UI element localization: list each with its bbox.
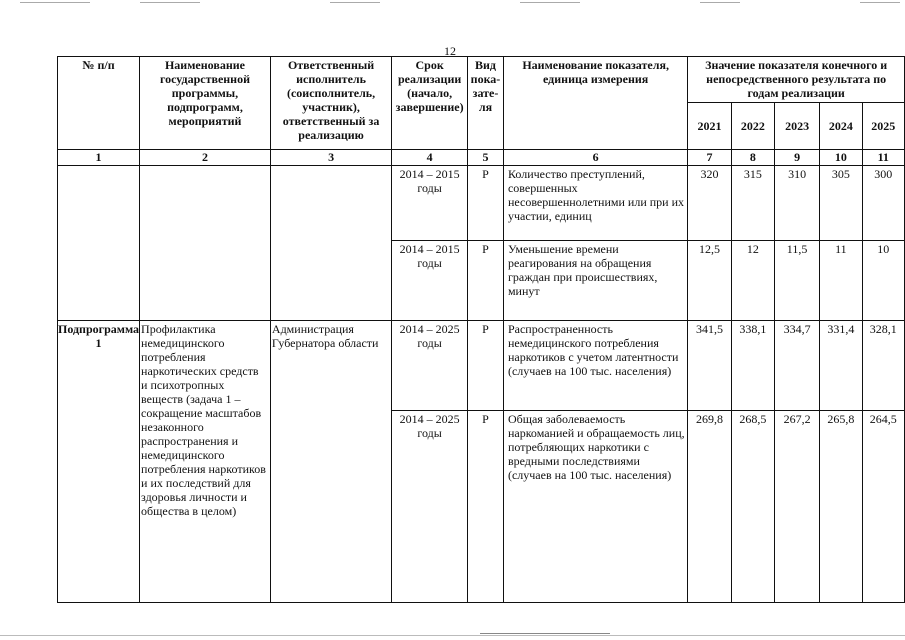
value-cell: 265,8 <box>820 411 862 603</box>
period-cell: 2014 – 2015 годы <box>392 166 468 241</box>
value-cell: 12 <box>731 241 774 321</box>
header-indicator-type: Вид пока-зате-ля <box>468 57 504 150</box>
value-cell: 315 <box>731 166 774 241</box>
empty-cell <box>270 166 391 321</box>
column-index: 7 <box>688 150 731 166</box>
value-cell: 338,1 <box>731 321 774 411</box>
column-index: 4 <box>392 150 468 166</box>
value-cell: 320 <box>688 166 731 241</box>
indicators-table <box>57 56 905 603</box>
header-executor: Ответственный исполнитель (соисполнитель, участник), ответственный за реализацию <box>270 57 391 150</box>
indicator-name-cell: Количество преступлений, совершенных несовершеннолетними или при их участии, единиц <box>503 166 687 241</box>
header-period: Срок реализации (начало, завершение) <box>392 57 468 150</box>
indicator-name-cell: Распространенность немедицинского потребления наркотиков с учетом латентности (случаев на 100 тыс. населения) <box>503 321 687 411</box>
scan-edge-bottom <box>0 633 905 640</box>
column-index: 3 <box>270 150 391 166</box>
column-index-row <box>58 150 905 166</box>
value-cell: 12,5 <box>688 241 731 321</box>
header-year: 2023 <box>774 103 819 150</box>
header-year: 2021 <box>688 103 731 150</box>
header-indicator-name: Наименование показателя, единица измерения <box>503 57 687 150</box>
value-cell: 305 <box>820 166 862 241</box>
value-cell: 269,8 <box>688 411 731 603</box>
value-cell: 267,2 <box>774 411 819 603</box>
period-cell: 2014 – 2025 годы <box>392 321 468 411</box>
header-number: № п/п <box>58 57 140 150</box>
indicator-type-cell: Р <box>468 321 504 411</box>
header-year: 2025 <box>862 103 904 150</box>
column-index: 6 <box>503 150 687 166</box>
indicator-name-cell: Общая заболеваемость наркоманией и обращаемость лиц, потребляющих наркотики с вредными последствиями (случаев на 100 тыс. населения) <box>503 411 687 603</box>
value-cell: 334,7 <box>774 321 819 411</box>
value-cell: 11 <box>820 241 862 321</box>
column-index: 5 <box>468 150 504 166</box>
value-cell: 300 <box>862 166 904 241</box>
indicator-name-cell: Уменьшение времени реагирования на обращения граждан при происшествиях, минут <box>503 241 687 321</box>
header-program-name: Наименование государственной программы, подпрограмм, мероприятий <box>140 57 271 150</box>
column-index: 8 <box>731 150 774 166</box>
column-index: 9 <box>774 150 819 166</box>
column-index: 2 <box>140 150 271 166</box>
indicator-type-cell: Р <box>468 241 504 321</box>
empty-cell <box>58 166 140 321</box>
page-number: 12 <box>444 44 456 58</box>
header-values-title: Значение показателя конечного и непосредственного результата по годам реализации <box>688 57 905 103</box>
value-cell: 11,5 <box>774 241 819 321</box>
value-cell: 310 <box>774 166 819 241</box>
header-year: 2024 <box>820 103 862 150</box>
indicator-type-cell: Р <box>468 411 504 603</box>
column-index: 11 <box>862 150 904 166</box>
value-cell: 341,5 <box>688 321 731 411</box>
value-cell: 331,4 <box>820 321 862 411</box>
value-cell: 268,5 <box>731 411 774 603</box>
scan-edge-top <box>0 0 905 4</box>
column-index: 1 <box>58 150 140 166</box>
period-cell: 2014 – 2025 годы <box>392 411 468 603</box>
header-year: 2022 <box>731 103 774 150</box>
value-cell: 10 <box>862 241 904 321</box>
subprogram-number: Подпрограмма 1 <box>58 321 140 603</box>
column-index: 10 <box>820 150 862 166</box>
period-cell: 2014 – 2015 годы <box>392 241 468 321</box>
header-row <box>58 57 905 103</box>
empty-cell <box>140 166 271 321</box>
subprogram-executor: Администрация Губернатора области <box>270 321 391 603</box>
value-cell: 264,5 <box>862 411 904 603</box>
indicator-type-cell: Р <box>468 166 504 241</box>
value-cell: 328,1 <box>862 321 904 411</box>
table-row <box>58 321 905 411</box>
table-row <box>58 166 905 241</box>
subprogram-name: Профилактика немедицинского потребления наркотических средств и психотропных веществ (задача 1 – сокращение масштабов незаконного распространения и немедицинского потребления наркотиков и их последствий для здоровья личности и общества в целом) <box>140 321 271 603</box>
